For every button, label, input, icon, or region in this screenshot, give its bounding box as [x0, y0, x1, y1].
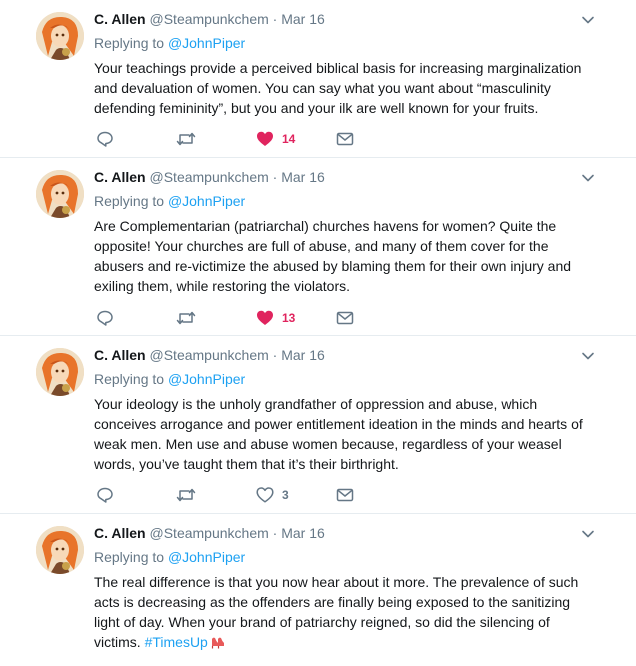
- reply-button[interactable]: [96, 484, 114, 506]
- replying-to: [94, 34, 245, 52]
- display-name[interactable]: C. Allen: [94, 169, 146, 185]
- avatar-image: [36, 348, 84, 396]
- avatar[interactable]: [36, 526, 84, 574]
- tweet-date[interactable]: Mar 16: [281, 169, 325, 185]
- message-button[interactable]: [336, 307, 354, 329]
- user-handle[interactable]: @Steampunkchem: [149, 347, 269, 363]
- mention-link[interactable]: @JohnPiper: [167, 35, 246, 51]
- envelope-icon: [336, 486, 354, 504]
- tweet-text: Your ideology is the unholy grandfather of oppression and abuse, which conceives arrogance and power entitlement ideation in the minds and hearts of weak men. Men use and abuse women because, regardless of your weasel words, you’ve taught them that it’s their birthright.: [94, 396, 583, 472]
- high-heels-icon: [210, 633, 226, 654]
- like-count: 14: [282, 132, 296, 146]
- heart-icon: [256, 309, 274, 327]
- avatar[interactable]: [36, 12, 84, 60]
- replying-to: [94, 370, 245, 388]
- message-button[interactable]: [336, 484, 354, 506]
- tweet-text: Are Complementarian (patriarchal) churches havens for women? Quite the opposite! Your churches are full of abuse, and many of them cover for the abusers and re-victimize the abused by blaming them for their own injury and exiling them, while restoring the violators.: [94, 218, 572, 294]
- tweet-text: [94, 572, 599, 654]
- display-name[interactable]: C. Allen: [94, 11, 146, 27]
- retweet-button[interactable]: [176, 307, 196, 329]
- retweet-icon: [176, 309, 196, 327]
- retweet-button[interactable]: [176, 484, 196, 506]
- tweet-header: [94, 524, 325, 542]
- separator: ·: [272, 347, 278, 363]
- mention-link[interactable]: @JohnPiper: [167, 193, 246, 209]
- avatar-image: [36, 170, 84, 218]
- display-name[interactable]: C. Allen: [94, 525, 146, 541]
- reply-button[interactable]: [96, 128, 114, 150]
- reply-icon: [96, 486, 114, 504]
- like-button[interactable]: [256, 484, 289, 506]
- mention-link[interactable]: @JohnPiper: [167, 549, 246, 565]
- tweet-header: [94, 10, 325, 28]
- tweet-date[interactable]: Mar 16: [281, 525, 325, 541]
- retweet-icon: [176, 486, 196, 504]
- replying-label: Replying to: [94, 35, 165, 51]
- message-button[interactable]: [336, 128, 354, 150]
- tweet[interactable]: [0, 336, 636, 514]
- separator: ·: [272, 525, 278, 541]
- envelope-icon: [336, 309, 354, 327]
- chevron-down-icon[interactable]: [580, 348, 596, 364]
- replying-label: Replying to: [94, 549, 165, 565]
- replying-to: [94, 548, 245, 566]
- hashtag-link[interactable]: #TimesUp: [144, 634, 208, 650]
- user-handle[interactable]: @Steampunkchem: [149, 525, 269, 541]
- replying-label: Replying to: [94, 371, 165, 387]
- tweet-actions: [94, 307, 574, 329]
- tweet-actions: [94, 484, 574, 506]
- reply-icon: [96, 130, 114, 148]
- display-name[interactable]: C. Allen: [94, 347, 146, 363]
- tweet-actions: [94, 128, 574, 150]
- chevron-down-icon[interactable]: [580, 526, 596, 542]
- user-handle[interactable]: @Steampunkchem: [149, 169, 269, 185]
- separator: ·: [272, 11, 278, 27]
- avatar-image: [36, 12, 84, 60]
- like-button[interactable]: [256, 307, 295, 329]
- heart-icon: [256, 130, 274, 148]
- like-button[interactable]: [256, 128, 295, 150]
- reply-button[interactable]: [96, 307, 114, 329]
- retweet-button[interactable]: [176, 128, 196, 150]
- tweet[interactable]: [0, 158, 636, 336]
- avatar[interactable]: [36, 348, 84, 396]
- tweet-header: [94, 168, 325, 186]
- tweet[interactable]: [0, 0, 636, 158]
- replying-to: [94, 192, 245, 210]
- mention-link[interactable]: @JohnPiper: [167, 371, 246, 387]
- retweet-icon: [176, 130, 196, 148]
- tweet-text-body: The real difference is that you now hear about it more. The prevalence of such acts is decreasing as the offenders are finally being exposed to the sanitizing light of day. When your brand of patriarchy reigned, so did the silencing of victims.: [94, 574, 579, 650]
- reply-icon: [96, 309, 114, 327]
- chevron-down-icon[interactable]: [580, 12, 596, 28]
- tweet[interactable]: [0, 514, 636, 666]
- tweet-date[interactable]: Mar 16: [281, 11, 325, 27]
- tweet-header: [94, 346, 325, 364]
- avatar[interactable]: [36, 170, 84, 218]
- replying-label: Replying to: [94, 193, 165, 209]
- like-count: 3: [282, 488, 289, 502]
- like-count: 13: [282, 311, 296, 325]
- heart-icon: [256, 486, 274, 504]
- avatar-image: [36, 526, 84, 574]
- envelope-icon: [336, 130, 354, 148]
- tweet-text: Your teachings provide a perceived biblical basis for increasing marginalization and devaluation of women. You can say what you want about “masculinity defending femininity”, but you and your ilk are well known for your fruits.: [94, 60, 582, 116]
- tweet-date[interactable]: Mar 16: [281, 347, 325, 363]
- user-handle[interactable]: @Steampunkchem: [149, 11, 269, 27]
- chevron-down-icon[interactable]: [580, 170, 596, 186]
- separator: ·: [272, 169, 278, 185]
